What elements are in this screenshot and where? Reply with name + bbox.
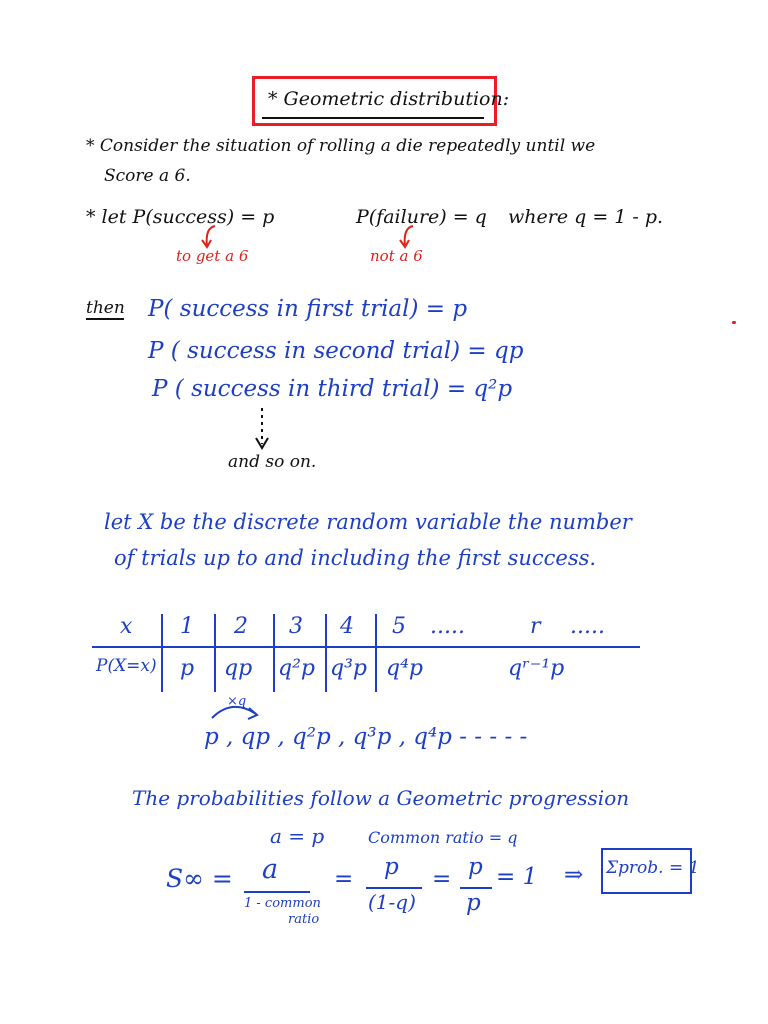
table-x-value: 5 bbox=[392, 614, 406, 639]
table-divider bbox=[214, 614, 216, 692]
multiplier-label: ×q bbox=[227, 694, 247, 709]
table-x-value: 1 bbox=[180, 614, 194, 639]
table-divider bbox=[273, 614, 275, 692]
fraction-numerator-p: p bbox=[468, 854, 483, 880]
equals-sign: = bbox=[432, 866, 452, 892]
where-definition: where q = 1 - p. bbox=[508, 206, 664, 228]
fraction-denominator-p: p bbox=[466, 890, 481, 916]
third-trial-line: P ( success in third trial) = q²p bbox=[152, 376, 513, 402]
then-underline bbox=[86, 318, 124, 320]
stray-red-mark bbox=[732, 321, 736, 324]
fraction-denominator-line-2: ratio bbox=[288, 912, 320, 927]
failure-definition: P(failure) = q bbox=[356, 206, 487, 228]
fraction-denominator-1q: (1-q) bbox=[368, 890, 416, 914]
fraction-numerator-a: a bbox=[262, 854, 279, 885]
dotted-down-arrow-icon bbox=[252, 406, 272, 452]
failure-note: not a 6 bbox=[370, 247, 423, 265]
success-note: to get a 6 bbox=[176, 247, 249, 265]
table-p-value: q³p bbox=[330, 656, 367, 681]
table-x-value: r bbox=[530, 614, 541, 639]
table-p-value: p bbox=[180, 656, 195, 681]
implies-arrow-icon: ⇒ bbox=[564, 862, 584, 888]
then-label: then bbox=[86, 298, 125, 318]
table-x-value: 3 bbox=[289, 614, 303, 639]
second-trial-line: P ( success in second trial) = qp bbox=[148, 338, 524, 364]
common-ratio: Common ratio = q bbox=[368, 828, 518, 847]
table-divider bbox=[325, 614, 327, 692]
table-divider bbox=[375, 614, 377, 692]
and-so-on: and so on. bbox=[228, 452, 317, 472]
sum-to-infinity-label: S∞ = bbox=[166, 864, 233, 893]
table-p-value: qp bbox=[224, 656, 253, 681]
first-term: a = p bbox=[270, 824, 325, 848]
table-x-value: 4 bbox=[340, 614, 354, 639]
fraction-bar bbox=[460, 887, 492, 889]
table-x-value: ..... bbox=[570, 614, 605, 639]
table-x-value: 2 bbox=[234, 614, 248, 639]
success-definition: * let P(success) = p bbox=[86, 206, 275, 228]
table-p-value: q²p bbox=[278, 656, 315, 681]
geometric-sequence: p , qp , q²p , q³p , q⁴p - - - - - bbox=[204, 724, 528, 750]
random-variable-line-1: let X be the discrete random variable the number bbox=[104, 510, 632, 534]
table-p-value: q⁴p bbox=[386, 656, 423, 681]
table-header-x: x bbox=[120, 614, 133, 639]
fraction-denominator-line-1: 1 - common bbox=[244, 896, 321, 911]
table-divider bbox=[161, 614, 163, 692]
page-title: * Geometric distribution: bbox=[268, 88, 510, 110]
table-horizontal-rule bbox=[92, 646, 640, 648]
random-variable-line-2: of trials up to and including the first success. bbox=[114, 546, 597, 570]
result-text: Σprob. = 1 bbox=[606, 858, 700, 878]
fraction-bar bbox=[366, 887, 422, 889]
equals-one: = 1 bbox=[496, 864, 538, 890]
fraction-bar bbox=[244, 891, 310, 893]
title-underline bbox=[262, 117, 484, 119]
table-row-label: P(X=x) bbox=[96, 656, 157, 676]
first-trial-line: P( success in first trial) = p bbox=[148, 296, 468, 322]
table-p-value: qʳ⁻¹p bbox=[508, 656, 565, 681]
table-x-value: ..... bbox=[430, 614, 465, 639]
intro-line-1: * Consider the situation of rolling a die repeatedly until we bbox=[86, 136, 596, 156]
intro-line-2: Score a 6. bbox=[104, 166, 191, 186]
progression-statement: The probabilities follow a Geometric progression bbox=[132, 786, 630, 810]
equals-sign: = bbox=[334, 866, 354, 892]
fraction-numerator-p: p bbox=[384, 854, 399, 880]
